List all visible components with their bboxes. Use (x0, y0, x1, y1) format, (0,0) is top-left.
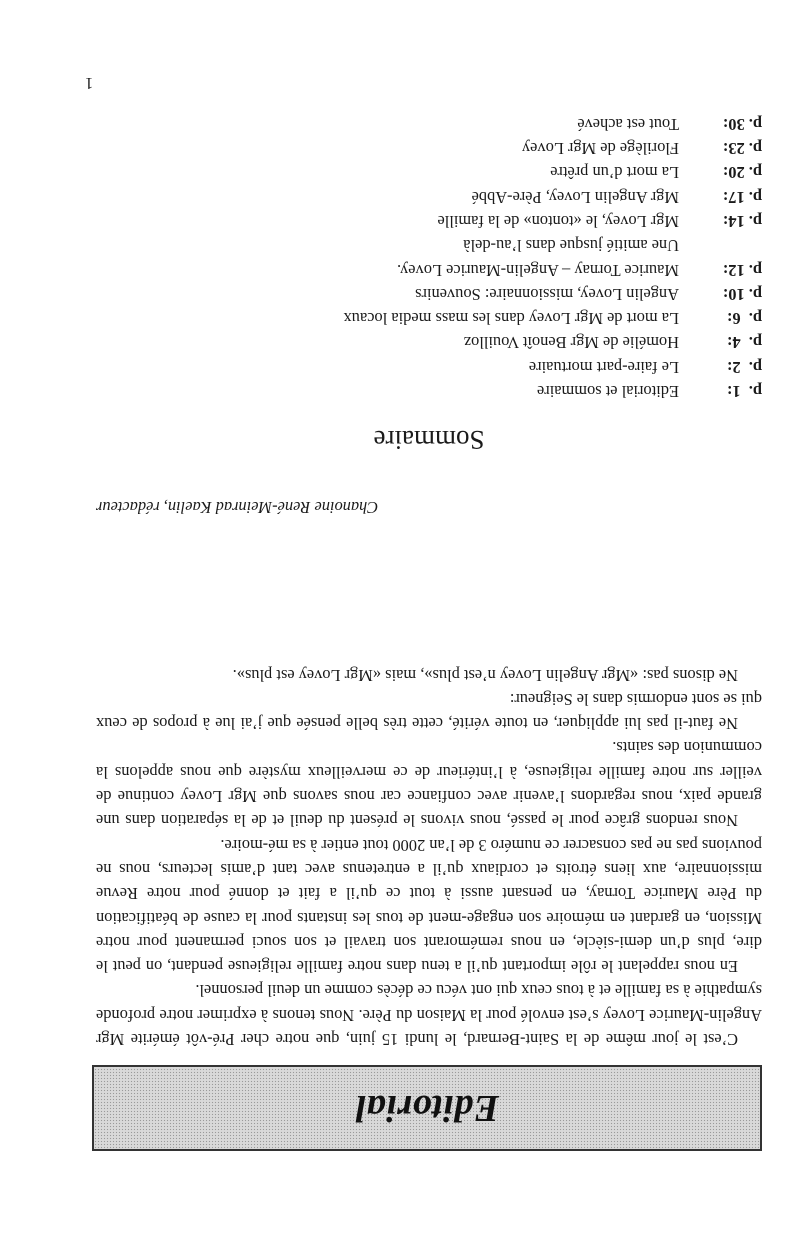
editorial-paragraph: Ne faut-il pas lui appliquer, en toute vérité, cette très belle pensée que j’ai lue à propos de ceux qui se sont endormis dans le Seigneur: (96, 689, 762, 734)
sommaire-page-number: p. 12: (722, 260, 762, 280)
sommaire-entry (96, 330, 762, 354)
sommaire-title: Le faire-part mortuaire (528, 357, 679, 377)
sommaire-entry (96, 306, 762, 330)
page-number: 1 (85, 74, 94, 93)
sommaire-page-number (679, 233, 762, 257)
editorial-signature: Chanoine René-Meinrad Kaelin, rédacteur (96, 498, 379, 517)
editorial-paragraph: Ne disons pas: «Mgr Angelin Lovey n’est plus», mais «Mgr Lovey est plus». (232, 665, 738, 685)
sommaire-page-number: p. 2: (726, 357, 762, 377)
editorial-paragraph: C’est le jour même de la Saint-Bernard, le lundi 15 juin, que notre cher Pré-vôt émérite Mgr Angelin-Maurice Lovey s’est envolé pour la Maison du Père. Nous tenons à exprimer notre profonde sympathie à sa famille et à tous ceux qui ont vécu ce décès comme un deuil personnel. (96, 981, 762, 1049)
sommaire-entry (96, 282, 762, 306)
sommaire-title: Tout est achevé (577, 114, 679, 134)
sommaire-page-number: p. 20: (722, 163, 762, 183)
sommaire-title: Maurice Tornay – Angelin-Maurice Lovey. (397, 260, 679, 280)
sommaire-entry (96, 184, 762, 208)
sommaire-page-number: p. 17: (722, 187, 762, 207)
sommaire-title: La mort d’un prêtre (550, 163, 679, 183)
sommaire-entry (96, 379, 762, 403)
sommaire-title: Editorial et sommaire (536, 382, 679, 401)
editorial-body (96, 662, 762, 1051)
sommaire-entry (96, 354, 762, 378)
sommaire-page-number: p. 30: (722, 114, 762, 134)
editorial-banner (92, 1065, 762, 1151)
sommaire-entry (96, 257, 762, 281)
editorial-paragraph: Nous rendons grâce pour le passé, nous vivons le présent du deuil et de la séparation dans une grande paix, nous regardons l’avenir avec confiance car nous savons que Mgr Lovey continue de veiller sur notre famille religieuse, à l’intérieur de ce merveilleux mystère que nous appelons la communion des saints. (96, 738, 762, 831)
sommaire-page-number: p. 6: (726, 309, 762, 329)
editorial-heading: Editorial (355, 1087, 499, 1129)
sommaire-page-number: p. 4: (726, 333, 762, 353)
sommaire-entry (96, 160, 762, 184)
sommaire-title: Florilège de Mgr Lovey (521, 139, 679, 159)
sommaire-title: La mort de Mgr Lovey dans les mass media locaux (343, 309, 679, 329)
sommaire-page-number: p. 14: (722, 211, 762, 231)
sommaire-title: Une amitié jusque dans l’au-delà (463, 236, 679, 256)
sommaire-entry (96, 233, 762, 257)
sommaire-entry (96, 111, 762, 135)
sommaire-title: Angelin Lovey, missionnaire: Souvenirs (415, 284, 679, 304)
sommaire-title: Mgr Angelin Lovey, Père-Abbé (471, 187, 679, 207)
sommaire-page-number: p. 23: (722, 139, 762, 159)
sommaire-entry (96, 209, 762, 233)
sommaire-entry (96, 136, 762, 160)
editorial-paragraph: En nous rappelant le rôle important qu’il a tenu dans notre famille religieuse pendant, on peut le dire, plus d’un demi-siècle, en nous remémorant son travail et son souci permanent pour notre Mission, en gardant en mémoire son engage-ment de tous les instants pour la cause de béatification du Père Maurice Tornay, en pensant aussi à tout ce qu’il a fait et donné pour notre Revue missionnaire, aux liens étroits et cordiaux qu’il a entretenus avec tant d’amis lecteurs, nous ne pouvions pas ne pas consacrer ce numéro 3 de l’an 2000 tout entier à sa mé-moire. (96, 835, 762, 977)
sommaire-title: Homélie de Mgr Benoît Vouilloz (463, 333, 679, 353)
sommaire-list (96, 111, 762, 403)
sommaire-heading: Sommaire (373, 425, 485, 455)
sommaire-page-number: p. 10: (722, 284, 762, 304)
sommaire-page-number: p. 1: (726, 382, 762, 401)
sommaire-title: Mgr Lovey, le «tonton» de la famille (437, 211, 679, 231)
